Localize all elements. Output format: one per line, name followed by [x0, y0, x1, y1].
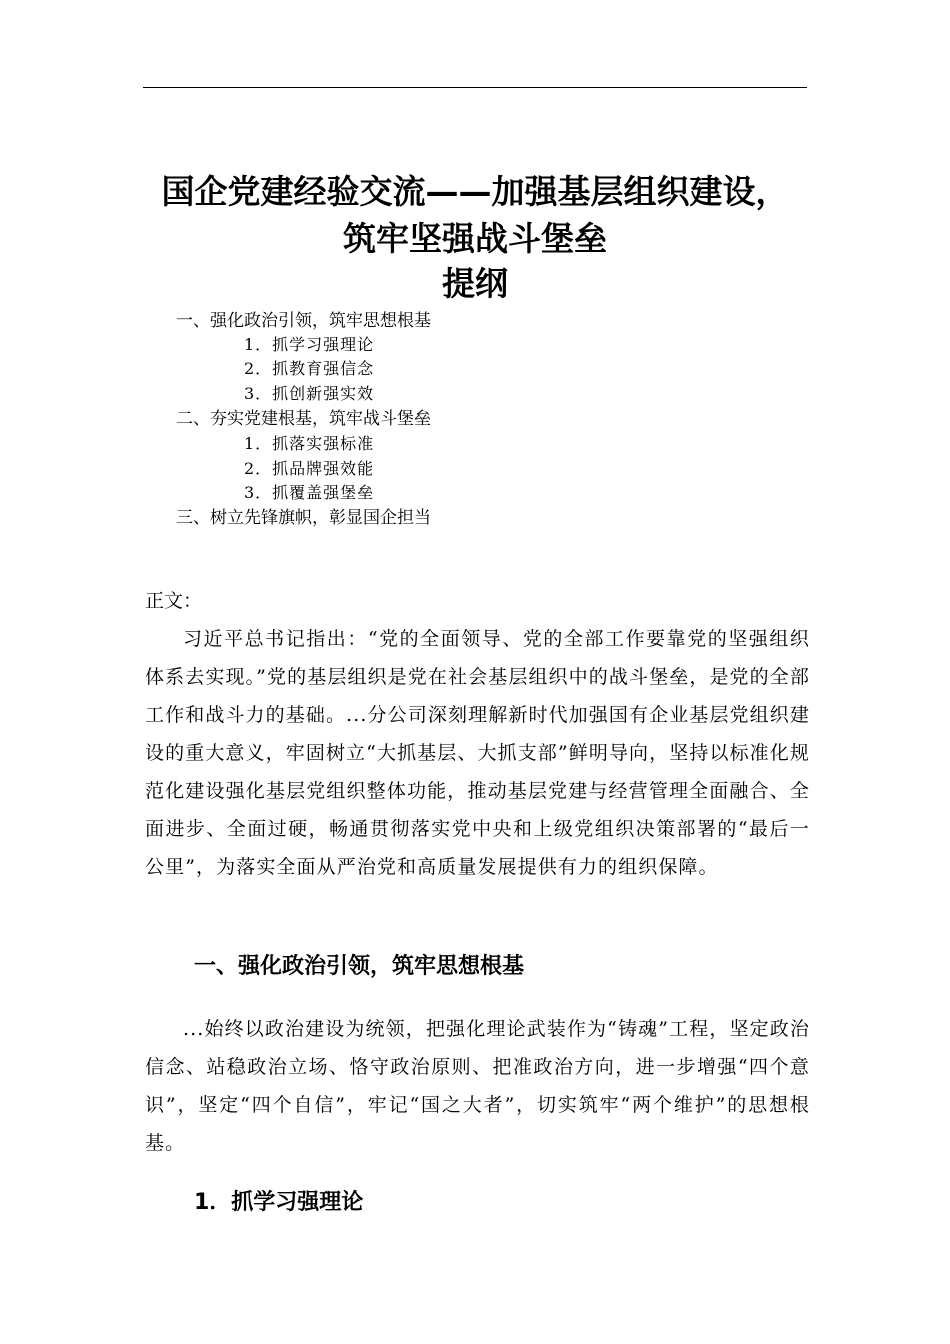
section-heading: 一、强化政治引领，筑牢思想根基 [194, 954, 525, 979]
document-title-line-2: 筑牢坚强战斗堡垒 [343, 219, 607, 258]
intro-paragraph [145, 620, 810, 886]
outline-heading-3: 三、树立先锋旗帜，彰显国企担当 [176, 508, 431, 528]
outline-item: 3．抓覆盖强堡垒 [244, 483, 375, 502]
section-paragraph [145, 1010, 810, 1162]
outline-item: 1．抓学习强理论 [244, 335, 375, 354]
outline-item: 3．抓创新强实效 [244, 384, 375, 403]
document-title-line-1: 国企党建经验交流——加强基层组织建设， [161, 172, 789, 211]
subsection-heading: 1．抓学习强理论 [194, 1190, 364, 1215]
paragraph-text: 习近平总书记指出：“党的全面领导、党的全部工作要靠党的坚强组织体系去实现。”党的基层组织是党在社会基层组织中的战斗堡垒，是党的全部工作和战斗力的基础。...分公司深刻理解新时代加强国有企业基层党组织建设的重大意义，牢固树立“大抓基层、大抓支部”鲜明导向，坚持以标准化规范化建设强化基层党组织整体功能，推动基层党建与经营管理全面融合、全面进步、全面过硬，畅通贯彻落实党中央和上级党组织决策部署的“最后一公里”，为落实全面从严治党和高质量发展提供有力的组织保障。 [145, 628, 810, 878]
outline-item: 1．抓落实强标准 [244, 434, 375, 453]
outline-heading-2: 二、夯实党建根基，筑牢战斗堡垒 [176, 409, 431, 429]
header-rule [143, 87, 807, 88]
outline-heading-1: 一、强化政治引领，筑牢思想根基 [176, 311, 431, 331]
paragraph-text: ...始终以政治建设为统领，把强化理论武装作为“铸魂”工程，坚定政治信念、站稳政治立场、恪守政治原则、把准政治方向，进一步增强“四个意识”，坚定“四个自信”，牢记“国之大者”，切实筑牢“两个维护”的思想根基。 [145, 1018, 810, 1154]
body-label: 正文： [145, 590, 203, 612]
outline-item: 2．抓教育强信念 [244, 359, 375, 378]
document-title-line-3: 提纲 [442, 264, 508, 303]
outline-item: 2．抓品牌强效能 [244, 459, 375, 478]
